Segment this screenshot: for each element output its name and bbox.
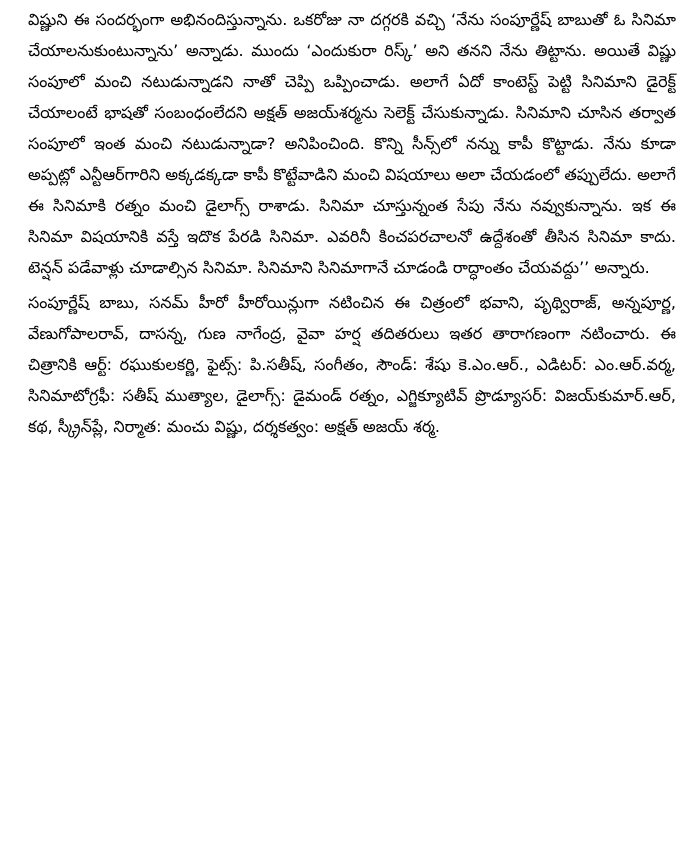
article-paragraph: సంపూర్ణేష్ బాబు, సనమ్ హీరో హీరోయిన్లుగా నటించిన ఈ చిత్రంలో భవాని, పృథ్విరాజ్, అన్నపూర్ణ, వేణుగోపాలరావ్, దాసన్న, గుణ నాగేంద్ర, వైవా హర్ష తదితరులు ఇతర తారాగణంగా నటించారు. ఈ చిత్రానికి ఆర్ట్: రఘుకులకర్ణి, ఫైట్స్: పి.సతీష్, సంగీతం, సౌండ్: శేషు కె.ఎం.ఆర్., ఎడిటర్: ఎం.ఆర్.వర్మ, సినిమాటోగ్రఫీ: సతీష్ ముత్యాల, డైలాగ్స్: డైమండ్ రత్నం, ఎగ్జిక్యూటివ్ ప్రొడ్యూసర్: విజయ్‌కుమార్.ఆర్, కథ, స్క్రీన్‌ప్లే, నిర్మాత: మంచు విష్ణు, దర్శకత్వం: అక్షత్ అజయ్ శర్మ. [28,293,676,436]
article-paragraph: విష్ణుని ఈ సందర్భంగా అభినందిస్తున్నాను. ఒకరోజు నా దగ్గరకి వచ్చి ‘నేను సంపూర్ణేష్ బాబుతో ఓ సినిమా చేయాలనుకుంటున్నాను’ అన్నాడు. ముందు ‘ఎందుకురా రిస్క్’ అని తనని నేను తిట్టాను. అయితే విష్ణు సంపూలో మంచి నటుడున్నాడని నాతో చెప్పి ఒప్పించాడు. అలాగే ఏదో కాంటెస్ట్ పెట్టి సినిమాని డైరెక్ట్ చేయాలంటే భాషతో సంబంధంలేదని అక్షత్ అజయ్‌శర్మను సెలెక్ట్ చేసుకున్నాడు. సినిమాని చూసిన తర్వాత సంపూలో ఇంత మంచి నటుడున్నాడా? అనిపించింది. కొన్ని సీన్స్‌లో నన్ను కాపీ కొట్టాడు. నేను కూడా అప్పట్లో ఎన్టీఆర్‌గారిని అక్కడక్కడా కాపీ కొట్టేవాడిని మంచి విషయాలు అలా చేయడంలో తప్పులేదు. అలాగే ఈ సినిమాకి రత్నం మంచి డైలాగ్స్ రాశాడు. సినిమా చూస్తున్నంత సేపు నేను నవ్వుకున్నాను. ఇక ఈ సినిమా విషయానికి వస్తే ఇదొక పేరడి సినిమా. ఎవరినీ కించపరచాలనో ఉద్దేశంతో తీసిన సినిమా కాదు. టెన్షన్ పడేవాళ్లు చూడాల్సిన సినిమా. సినిమాని సినిమాగానే చూడండి రాద్ధాంతం చేయవద్దు’’ అన్నారు. [28,10,676,277]
article-body [28,4,676,442]
